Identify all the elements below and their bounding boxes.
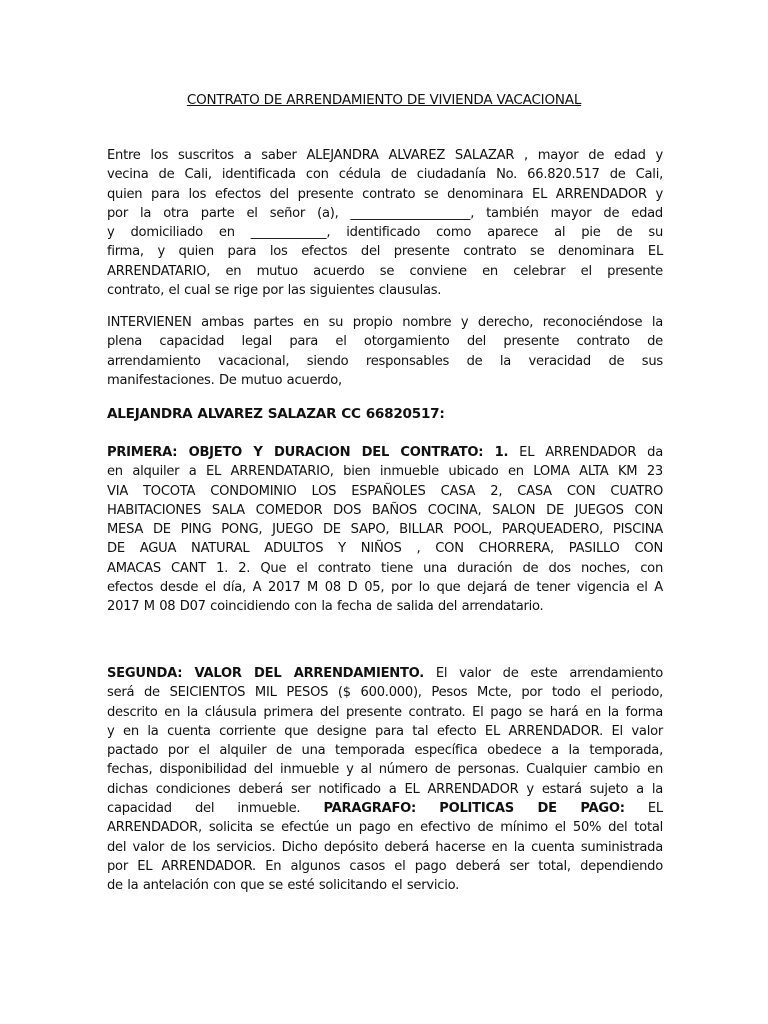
text-line: y en la cuenta corriente que designe para tal efecto EL ARRENDADOR. El valor <box>107 723 663 739</box>
text-line: INTERVIENEN ambas partes en su propio nombre y derecho, reconociéndose la <box>107 315 663 330</box>
text-line: fechas, disponibilidad del inmueble y al número de personas. Cualquier cambio en <box>107 762 663 778</box>
document-title: CONTRATO DE ARRENDAMIENTO DE VIVIENDA VACACIONAL <box>186 92 582 108</box>
text-line: por EL ARRENDADOR. En algunos casos el pago deberá ser total, dependiendo <box>107 858 663 874</box>
clause-primera <box>107 443 663 617</box>
text-line: por la otra parte el señor (a), ___________________, también mayor de edad <box>107 205 663 221</box>
text-line <box>107 443 663 462</box>
text-line: plena capacidad legal para el otorgamiento del presente contrato de <box>107 334 663 350</box>
text-line: HABITACIONES SALA COMEDOR DOS BAÑOS COCINA, SALON DE JUEGOS CON <box>107 502 663 518</box>
text-line: arrendamiento vacacional, siendo responsables de la veracidad de sus <box>107 353 663 369</box>
text-line: VIA TOCOTA CONDOMINIO LOS ESPAÑOLES CASA 2, CASA CON CUATRO <box>107 483 663 499</box>
clause-label: SEGUNDA: VALOR DEL ARRENDAMIENTO. <box>107 666 424 681</box>
text-line: en alquiler a EL ARRENDATARIO, bien inmueble ubicado en LOMA ALTA KM 23 <box>107 464 663 480</box>
text-line: quien para los efectos del presente contrato se denominara EL ARRENDADOR y <box>107 186 663 202</box>
text-line: y domiciliado en ____________, identificado como aparece al pie de su <box>107 225 663 241</box>
text-line: dichas condiciones deberá ser notificado a EL ARRENDADOR y estará sujeto a la <box>107 781 663 797</box>
clause-segunda <box>107 664 663 896</box>
text-line: será de SEICIENTOS MIL PESOS ($ 600.000), Pesos Mcte, por todo el periodo, <box>107 685 663 701</box>
lessor-heading: ALEJANDRA ALVAREZ SALAZAR CC 66820517: <box>107 406 445 422</box>
parties-paragraph <box>107 146 663 300</box>
text-line: MESA DE PING PONG, JUEGO DE SAPO, BILLAR POOL, PARQUEADERO, PISCINA <box>107 522 663 538</box>
text-line <box>107 799 663 818</box>
text-line: descrito en la cláusula primera del presente contrato. El pago se hará en la forma <box>107 704 663 720</box>
text-line: AMACAS CANT 1. 2. Que el contrato tiene una duración de dos noches, con <box>107 560 663 576</box>
text-line: pactado por el alquiler de una temporada específica obedece a la temporada, <box>107 743 663 759</box>
text-line: DE AGUA NATURAL ADULTOS Y NIÑOS , CON CHORRERA, PASILLO CON <box>107 541 663 557</box>
clause-text: El valor de este arrendamiento <box>423 666 663 681</box>
text-line: manifestaciones. De mutuo acuerdo, <box>107 372 342 388</box>
text-line: Entre los suscritos a saber ALEJANDRA ALVAREZ SALAZAR , mayor de edad y <box>107 148 663 163</box>
clause-text: EL <box>647 801 663 817</box>
text-line: contrato, el cual se rige por las siguientes clausulas. <box>107 283 442 299</box>
intervienen-paragraph <box>107 313 663 390</box>
text-line: vecina de Cali, identificada con cédula de ciudadanía No. 66.820.517 de Cali, <box>107 167 663 183</box>
text-line <box>107 664 663 683</box>
text-line: firma, y quien para los efectos del presente contrato se denominara EL <box>107 244 663 260</box>
text-line: ARRENDATARIO, en mutuo acuerdo se conviene en celebrar el presente <box>107 263 663 279</box>
clause-label: PRIMERA: OBJETO Y DURACION DEL CONTRATO: 1. <box>107 445 509 460</box>
politicas-label: POLITICAS DE PAGO: <box>439 801 625 817</box>
text-line: del valor de los servicios. Dicho depósito deberá hacerse en la cuenta suministrada <box>107 839 663 855</box>
paragrafo-label: PARAGRAFO: <box>323 801 417 817</box>
text-line: 2017 M 08 D07 coincidiendo con la fecha de salida del arrendatario. <box>107 599 544 615</box>
text-line: ARRENDADOR, solicita se efectúe un pago en efectivo de mínimo el 50% del total <box>107 820 663 836</box>
clause-text: capacidad del inmueble. <box>107 801 301 817</box>
text-line: de la antelación con que se esté solicitando el servicio. <box>107 878 460 894</box>
text-line: efectos desde el día, A 2017 M 08 D 05, por lo que dejará de tener vigencia el A <box>107 580 663 596</box>
clause-text: EL ARRENDADOR da <box>508 445 664 460</box>
